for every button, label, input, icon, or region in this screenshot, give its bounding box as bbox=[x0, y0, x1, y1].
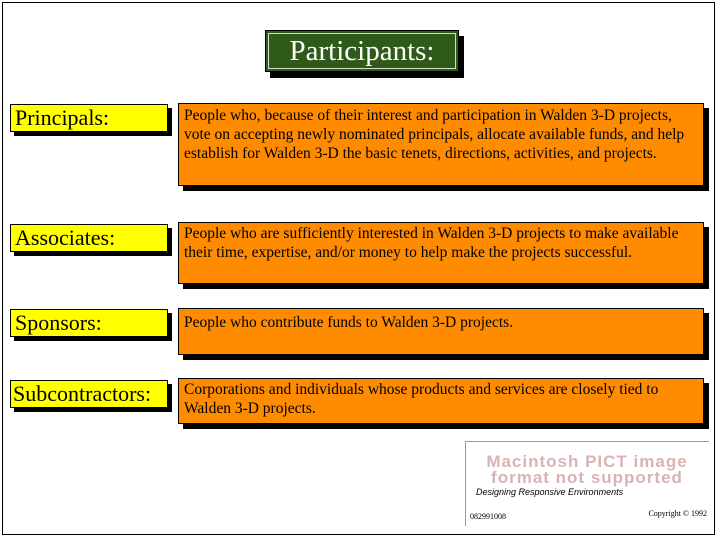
row-label-associates: Associates: bbox=[10, 224, 168, 252]
row-desc-associates: People who are sufficiently interested in Walden 3-D projects to make available their time, expertise, and/or money to help make the projects successful. bbox=[178, 222, 704, 284]
row-label-principals: Principals: bbox=[10, 104, 168, 132]
footer-stamp bbox=[465, 441, 709, 526]
row-desc-sponsors: People who contribute funds to Walden 3-D projects. bbox=[178, 308, 704, 355]
row-desc-subcontractors: Corporations and individuals whose products and services are closely tied to Walden 3-D projects. bbox=[178, 378, 704, 424]
footer-organization: Designing Responsive Environments bbox=[476, 487, 624, 497]
footer-copyright: Copyright © 1992 bbox=[648, 509, 707, 518]
row-label-sponsors: Sponsors: bbox=[10, 309, 168, 337]
pict-unsupported-notice: Macintosh PICT image format not supported bbox=[486, 452, 688, 487]
row-label-subcontractors: Subcontractors: bbox=[10, 380, 168, 408]
slide-title: Participants: bbox=[265, 30, 459, 72]
footer-code: 082991008 bbox=[470, 512, 506, 521]
row-desc-principals: People who, because of their interest and participation in Walden 3-D projects, vote on accepting newly nominated principals, allocate available funds, and help establish for Walden 3-D the basic tenets, directions, activities, and projects. bbox=[178, 103, 704, 186]
